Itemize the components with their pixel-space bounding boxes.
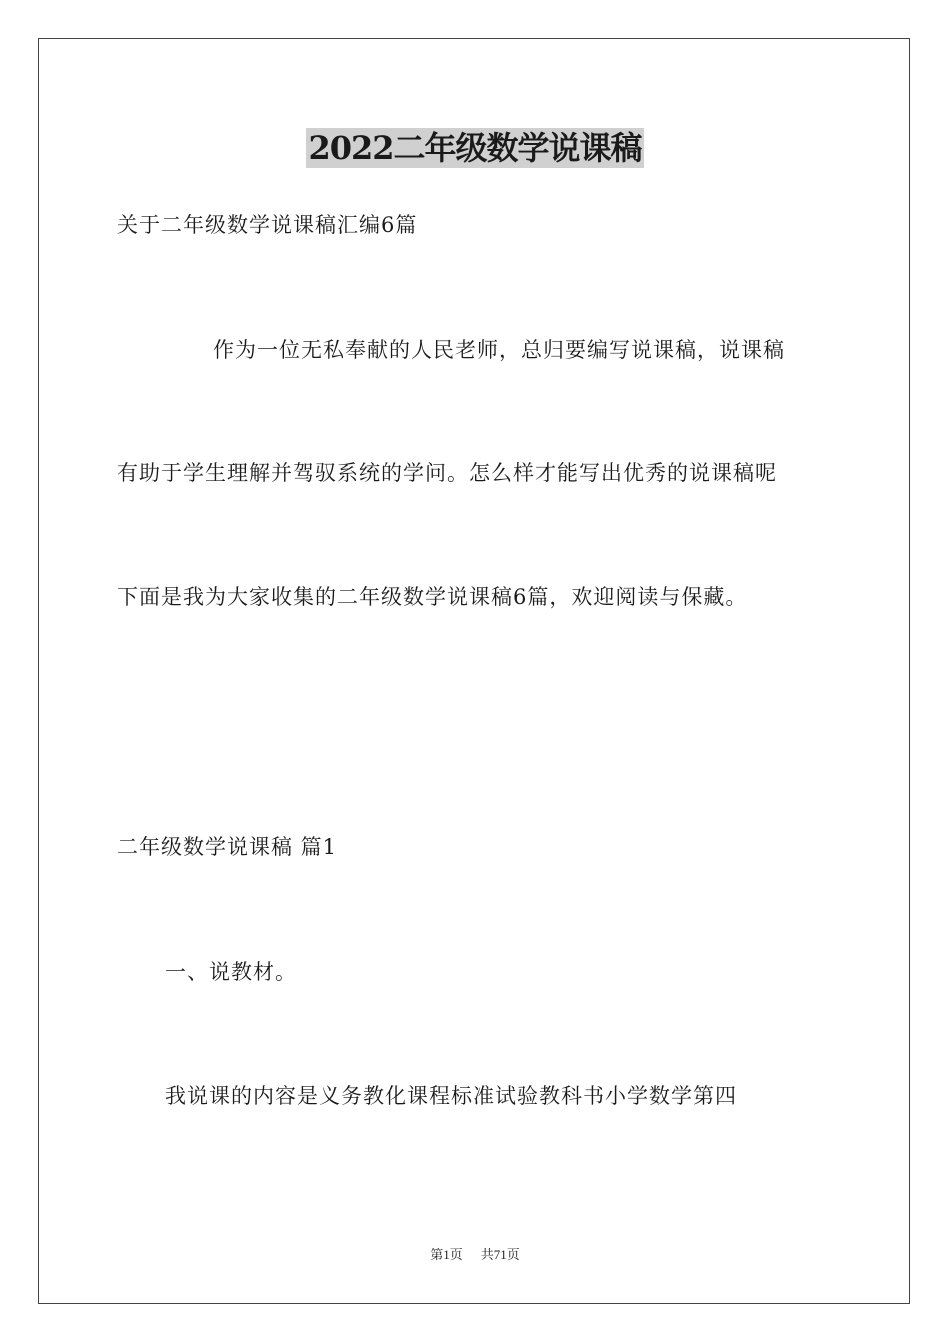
section-heading: 二年级数学说课稿 篇1 [117,835,338,859]
title-container [0,128,950,168]
page-number: 第1页 [430,1247,463,1262]
document-title: 2022二年级数学说课稿 [308,129,642,167]
paragraph-line-3: 下面是我为大家收集的二年级数学说课稿6篇，欢迎阅读与保藏。 [117,585,748,609]
document-subtitle: 关于二年级数学说课稿汇编6篇 [117,213,418,237]
paragraph-line-2: 有助于学生理解并驾驭系统的学问。怎么样才能写出优秀的说课稿呢 [117,461,777,485]
page-footer [0,1246,950,1264]
subsection-heading: 一、说教材。 [165,960,297,984]
page-total: 共71页 [480,1247,520,1262]
paragraph-line-1: 作为一位无私奉献的人民老师，总归要编写说课稿，说课稿 [213,338,785,362]
body-line: 我说课的内容是义务教化课程标准试验教科书小学数学第四 [165,1084,737,1108]
